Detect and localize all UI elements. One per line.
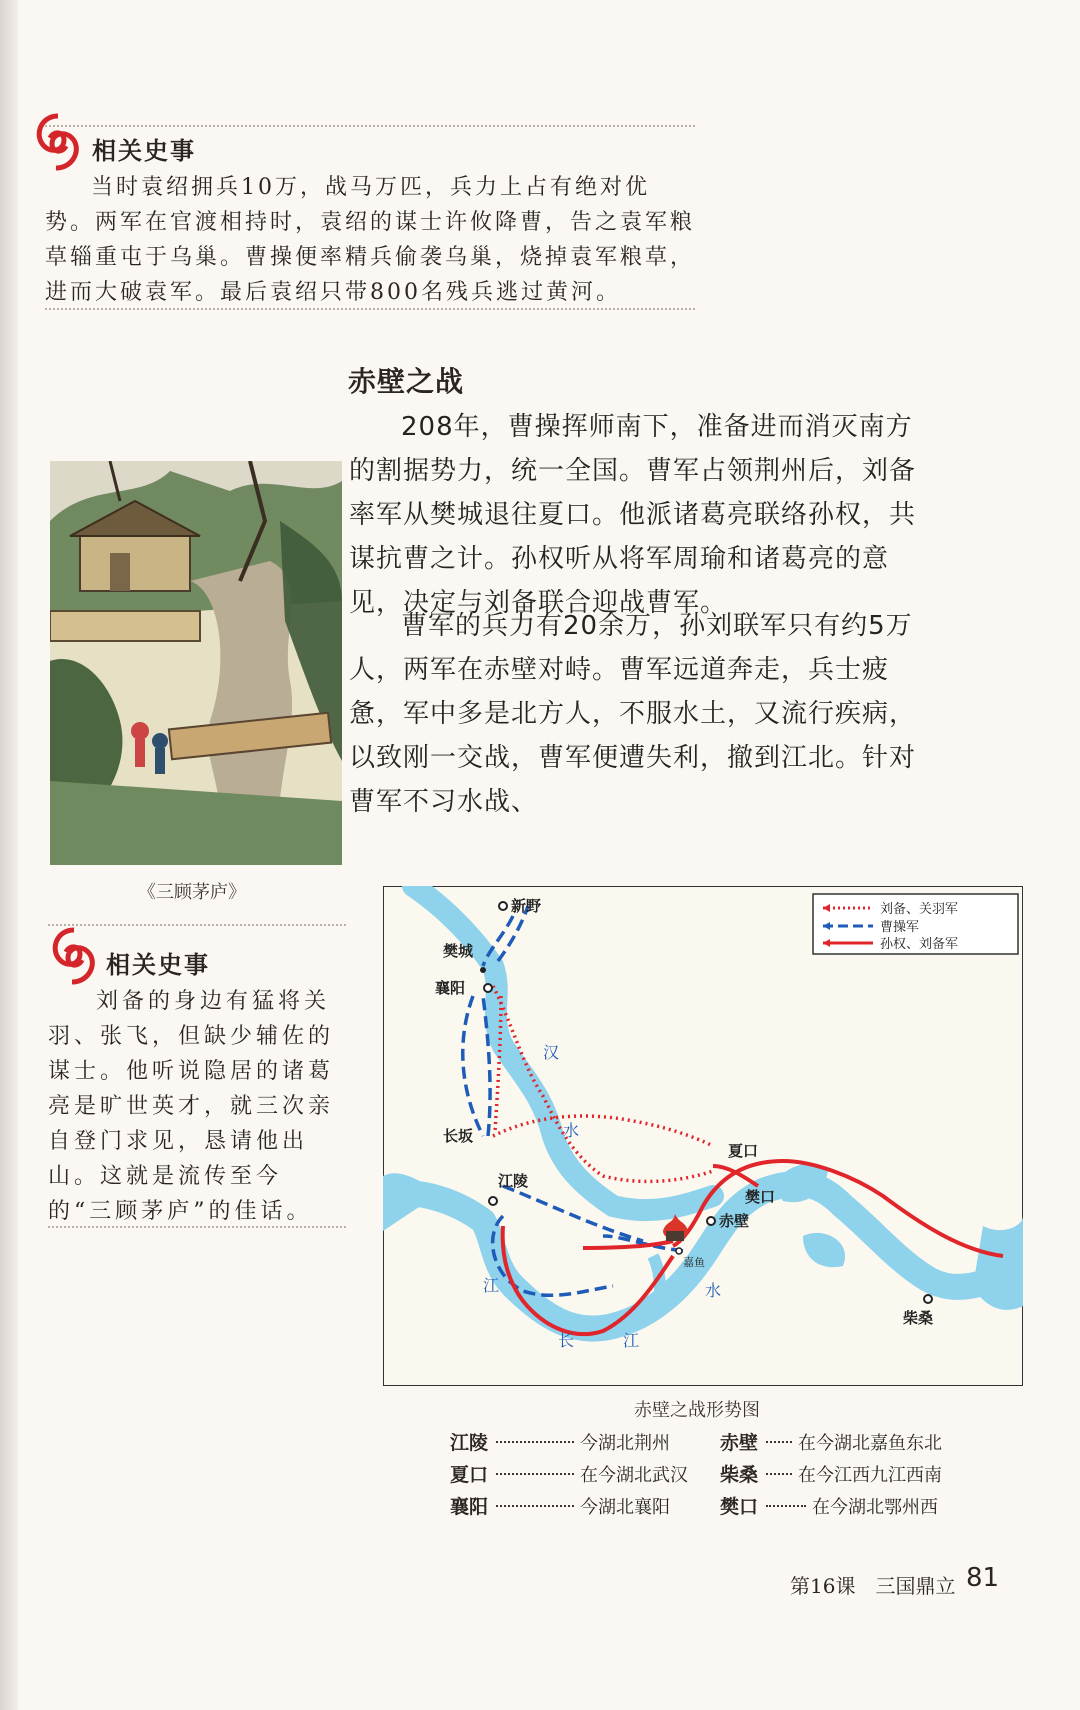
glossary-item xyxy=(720,1460,942,1487)
place-fancheng: 樊城 xyxy=(443,942,474,960)
lesson-footer: 第16课 三国鼎立 xyxy=(790,1574,956,1598)
place-xiangyang: 襄阳 xyxy=(435,979,466,997)
place-xinye: 新野 xyxy=(511,897,542,915)
section-paragraph-2: 曹军的兵力有20余万，孙刘联军只有约5万人，两军在赤壁对峙。曹军远道奔走，兵士疲惫，军中多是北方人，不服水土，又流行疾病，以致刚一交战，曹军便遭失利，撤到江北。针对曹军不习水战、 xyxy=(349,611,917,817)
glossary-desc: 在今湖北武汉 xyxy=(580,1465,689,1486)
glossary-term: 江陵 xyxy=(450,1432,489,1454)
glossary-term: 柴桑 xyxy=(720,1464,759,1486)
glossary-desc: 今湖北荆州 xyxy=(580,1433,671,1454)
glossary-desc: 在今湖北鄂州西 xyxy=(812,1497,939,1518)
place-xiakou: 夏口 xyxy=(728,1142,759,1160)
place-jiangling: 江陵 xyxy=(498,1172,529,1190)
glossary-term: 樊口 xyxy=(720,1496,759,1518)
river-label-shui: 水 xyxy=(563,1121,580,1140)
box1-bottom-divider xyxy=(45,308,695,310)
legend-liu-guan: 刘备、关羽军 xyxy=(880,902,959,917)
related-history-logo-icon-2 xyxy=(46,924,102,988)
box1-top-divider xyxy=(45,125,695,127)
section-paragraph-1: 208年，曹操挥师南下，准备进而消灭南方的割据势力，统一全国。曹军占领荆州后，刘备率军从樊城退往夏口。他派诸葛亮联络孙权，共谋抗曹之计。孙权听从将军周瑜和诸葛亮的意见，决定与刘备联合迎战曹军。 xyxy=(349,412,917,618)
page-edge-shadow xyxy=(0,0,18,1710)
battle-of-chibi-map xyxy=(383,886,1023,1386)
river-label-jiang-2: 江 xyxy=(623,1331,640,1350)
legend-sun-liu: 孙权、刘备军 xyxy=(880,937,959,952)
place-fankou: 樊口 xyxy=(745,1188,776,1206)
glossary-term: 襄阳 xyxy=(450,1496,489,1518)
place-jiayu: 嘉鱼 xyxy=(683,1256,705,1269)
river-label-chang: 长 xyxy=(558,1331,575,1350)
painting-caption: 《三顾茅庐》 xyxy=(138,882,246,903)
glossary-item xyxy=(450,1428,670,1455)
map-caption: 赤壁之战形势图 xyxy=(634,1400,760,1421)
box2-title: 相关史事 xyxy=(106,951,210,979)
place-changban: 长坂 xyxy=(443,1127,474,1145)
glossary-term: 夏口 xyxy=(450,1464,489,1486)
river-label-jiang: 江 xyxy=(483,1276,500,1295)
glossary-item xyxy=(450,1492,670,1519)
river-label-han: 汉 xyxy=(543,1043,560,1062)
related-history-logo-icon xyxy=(30,110,86,174)
glossary-item xyxy=(720,1492,938,1519)
box2-text: 刘备的身边有猛将关羽、张飞，但缺少辅佐的谋士。他听说隐居的诸葛亮是旷世英才，就三次亲自登门求见，恳请他出山。这就是流传至今的“三顾茅庐”的佳话。 xyxy=(48,989,335,1224)
box1-title: 相关史事 xyxy=(92,137,196,165)
glossary-desc: 在今江西九江西南 xyxy=(798,1465,943,1486)
legend-cao: 曹操军 xyxy=(880,920,920,935)
glossary-term: 赤壁 xyxy=(720,1432,759,1454)
glossary-item xyxy=(450,1460,688,1487)
page-number: 81 xyxy=(966,1563,1000,1593)
box1-text: 当时袁绍拥兵10万，战马万匹，兵力上占有绝对优势。两军在官渡相持时，袁绍的谋士许攸降曹，告之袁军粮草辎重屯于乌巢。曹操便率精兵偷袭乌巢，烧掉袁军粮草，进而大破袁军。最后袁绍只带800名残兵逃过黄河。 xyxy=(45,175,696,305)
three-visits-painting xyxy=(50,461,342,865)
glossary-item xyxy=(720,1428,942,1455)
box2-bottom-divider xyxy=(48,1226,346,1228)
river-label-shui-2: 水 xyxy=(705,1281,722,1300)
section-title: 赤壁之战 xyxy=(348,365,465,398)
place-chibi: 赤壁 xyxy=(719,1212,750,1230)
glossary-desc: 在今湖北嘉鱼东北 xyxy=(798,1433,943,1454)
glossary-desc: 今湖北襄阳 xyxy=(580,1497,671,1518)
place-chaisang: 柴桑 xyxy=(903,1309,934,1327)
